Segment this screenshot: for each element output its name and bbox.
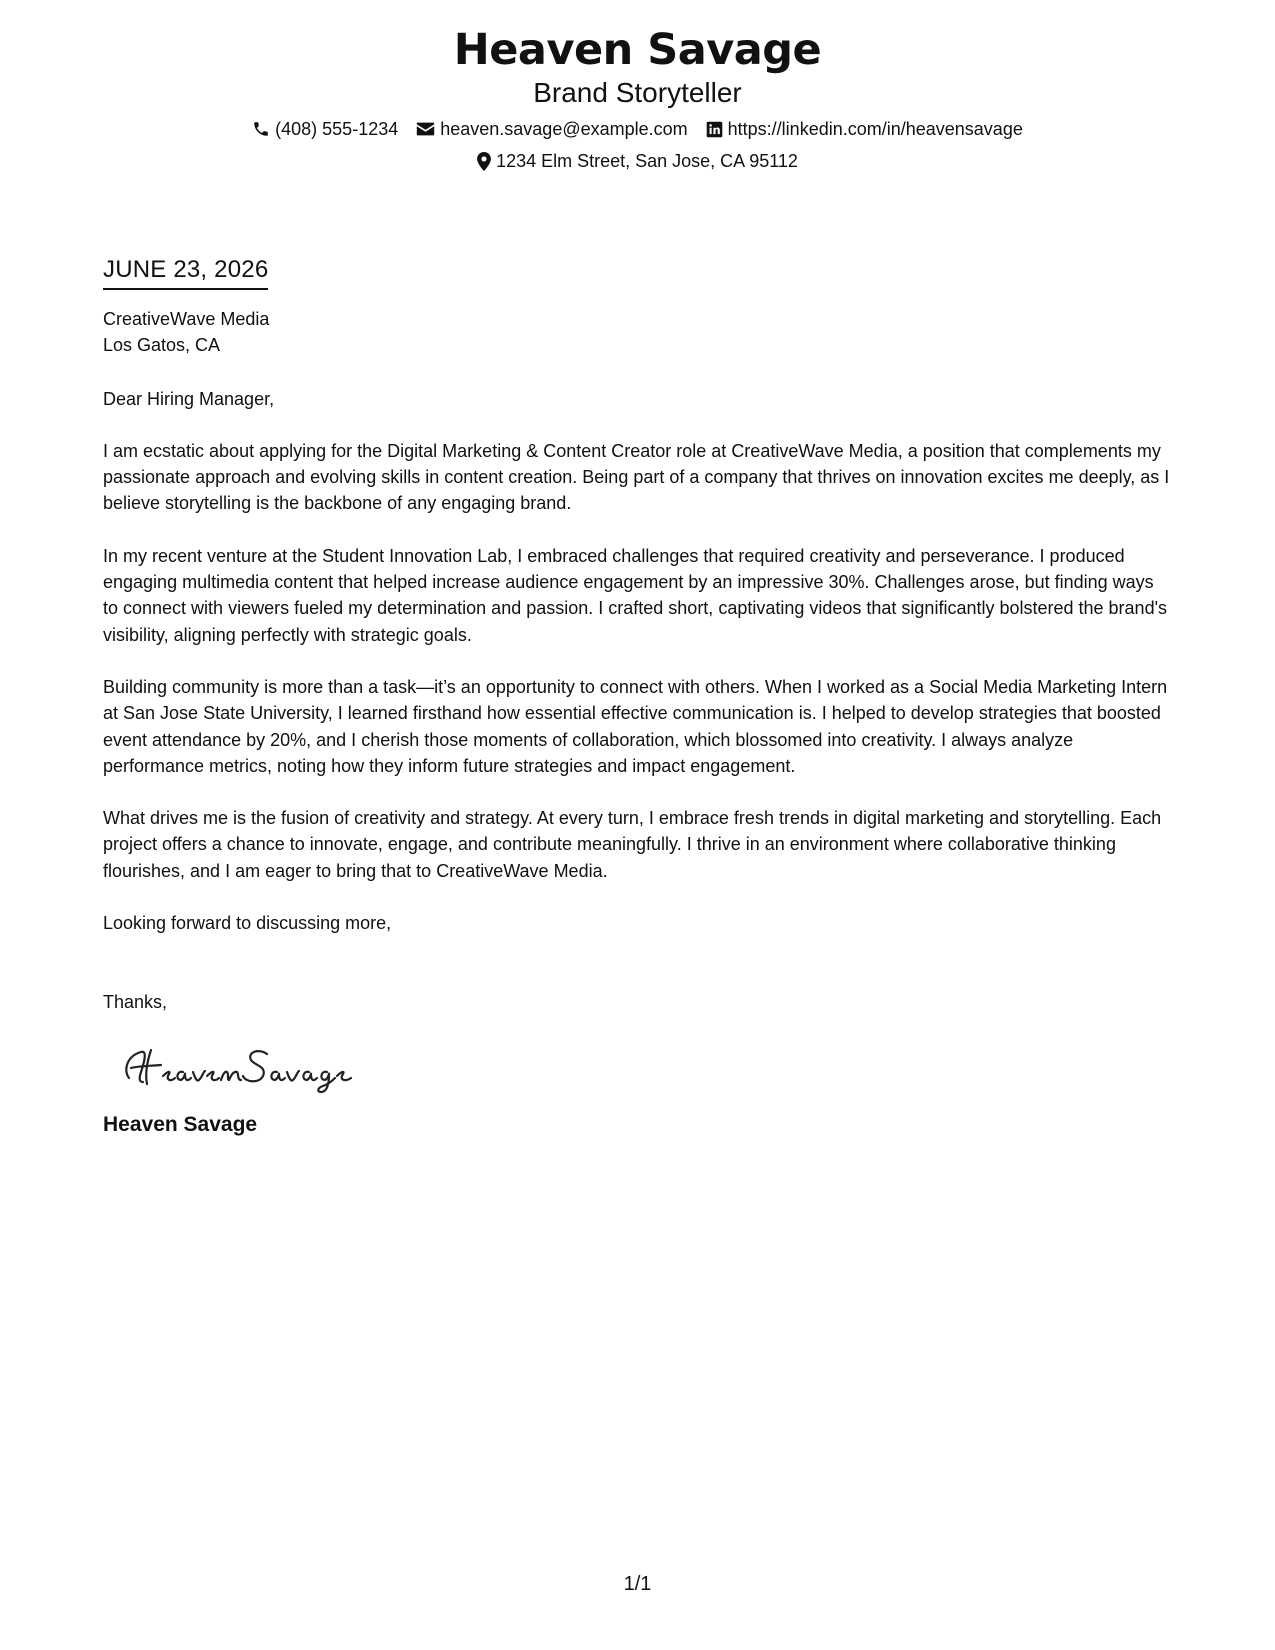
contact-linkedin[interactable] (706, 118, 1023, 140)
handwritten-signature (117, 1038, 357, 1098)
street-address: 1234 Elm Street, San Jose, CA 95112 (496, 151, 798, 171)
body-paragraph: In my recent venture at the Student Innovation Lab, I embraced challenges that required creativity and perseverance. I produced engaging multimedia content that helped increase audience engagement by an impressive 30%. Challenges arose, but finding ways to connect with viewers fueled my determination and passion. I crafted short, captivating videos that significantly bolstered the brand's visibility, aligning perfectly with strategic goals. (103, 545, 1168, 645)
letter-header (0, 24, 1275, 172)
applicant-name: Heaven Savage (453, 25, 822, 75)
body-paragraph: I am ecstatic about applying for the Digital Marketing & Content Creator role at CreativeWave Media, a position that complements my passionate approach and evolving skills in content creation. Being part of a company that thrives on innovation excites me deeply, as I believe storytelling is the backbone of any engaging brand. (103, 440, 1170, 514)
email-address: heaven.savage@example.com (440, 119, 688, 139)
linkedin-icon (706, 121, 723, 138)
letter-body (103, 254, 1173, 1138)
body-paragraph: What drives me is the fusion of creativity and strategy. At every turn, I embrace fresh trends in digital marketing and storytelling. Each project offers a chance to innovate, engage, and contribute meaningfully. I thrive in an environment where collaborative thinking flourishes, and I am eager to bring that to CreativeWave Media. (103, 808, 1162, 881)
contact-email[interactable] (416, 118, 687, 140)
contact-row-secondary (0, 150, 1275, 172)
signer-name: Heaven Savage (103, 1112, 258, 1136)
map-marker-icon (477, 152, 491, 171)
contact-phone[interactable] (252, 118, 398, 140)
page-indicator: 1/1 (623, 1573, 652, 1595)
body-paragraph: Building community is more than a task—it’s an opportunity to connect with others. When I worked as a Social Media Marketing Intern at San Jose State University, I learned firsthand how essential effective communication is. I helped to develop strategies that boosted event attendance by 20%, and I cherish those moments of collaboration, which blossomed into creativity. I always analyze performance metrics, noting how they inform future strategies and impact engagement. (103, 676, 1168, 776)
closing-line: Looking forward to discussing more, (103, 913, 392, 934)
letter-date: JUNE 23, 2026 (103, 254, 268, 290)
linkedin-url: https://linkedin.com/in/heavensavage (727, 119, 1023, 139)
envelope-icon (416, 121, 435, 137)
recipient-location: Los Gatos, CA (103, 335, 221, 356)
phone-icon (252, 120, 270, 138)
contact-row-primary (0, 118, 1275, 140)
contact-address (477, 150, 798, 172)
applicant-title: Brand Storyteller (533, 77, 742, 108)
recipient-company: CreativeWave Media (103, 309, 270, 329)
recipient-block (103, 306, 1173, 359)
signoff: Thanks, (103, 992, 168, 1013)
salutation: Dear Hiring Manager, (103, 388, 275, 409)
phone-number: (408) 555-1234 (275, 119, 399, 139)
